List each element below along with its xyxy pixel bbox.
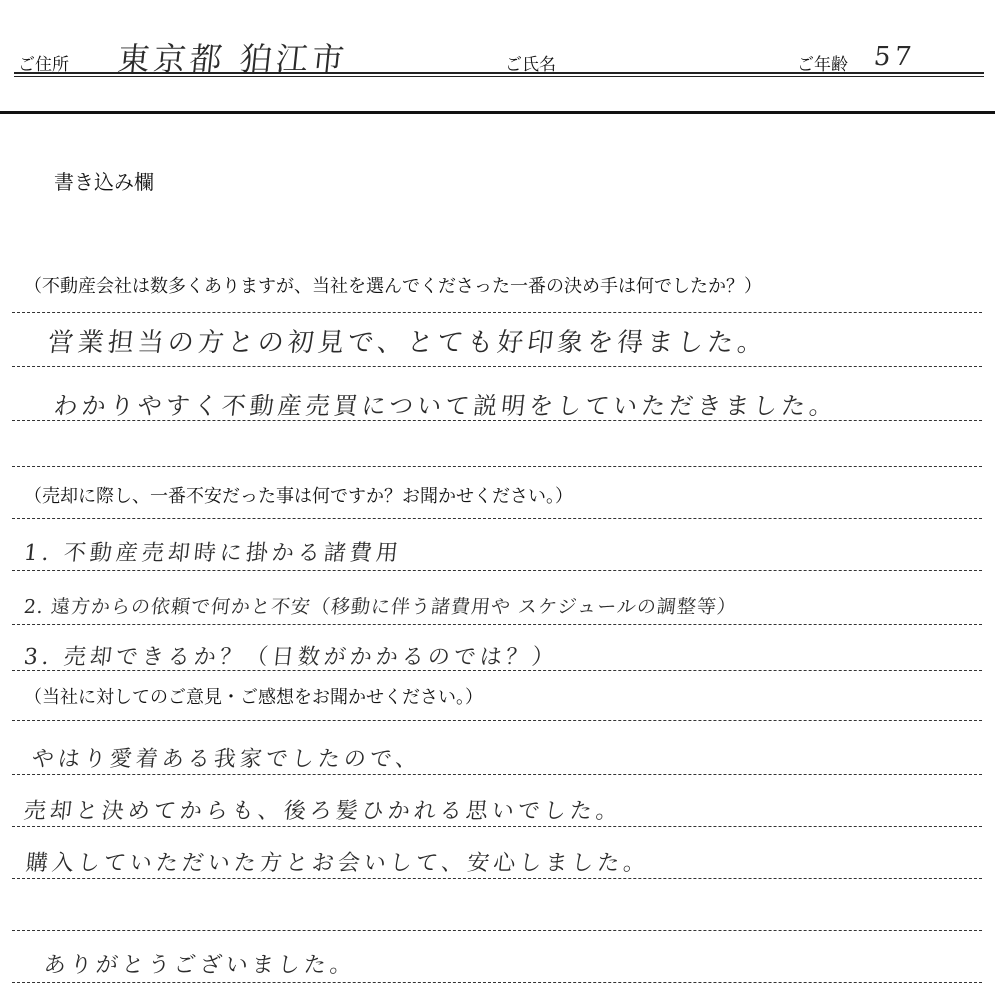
question-3: （当社に対してのご意見・ご感想をお聞かせください。） bbox=[24, 687, 483, 708]
rule bbox=[12, 570, 982, 571]
header-underline bbox=[14, 72, 984, 74]
header-divider bbox=[0, 111, 995, 114]
header-underline-second bbox=[14, 76, 984, 77]
answer-3-line-2: 売却と決めてからも、後ろ髪ひかれる思いでした。 bbox=[22, 799, 624, 824]
answer-2-line-2: 2. 遠方からの依頼で何かと不安（移動に伴う諸費用や スケジュールの調整等） bbox=[22, 596, 739, 618]
question-1: （不動産会社は数多くありますが、当社を選んでくださった一番の決め手は何でしたか？） bbox=[24, 276, 762, 297]
question-2: （売却に際し、一番不安だった事は何ですか？お聞かせください。） bbox=[24, 486, 573, 507]
rule bbox=[12, 774, 982, 775]
age-label: ご年齢 bbox=[797, 55, 848, 75]
rule bbox=[12, 826, 982, 827]
section-title: 書き込み欄 bbox=[54, 170, 154, 194]
rule bbox=[12, 312, 982, 313]
rule bbox=[12, 930, 982, 931]
answer-2-line-3: 3. 売却できるか？（日数がかかるのでは？） bbox=[22, 645, 560, 670]
rule bbox=[12, 366, 982, 367]
address-value: 東京都 狛江市 bbox=[115, 40, 350, 78]
answer-1-line-1: 営業担当の方との初見で、とても好印象を得ました。 bbox=[46, 328, 769, 358]
rule bbox=[12, 878, 982, 879]
rule bbox=[12, 518, 982, 519]
rule bbox=[12, 624, 982, 625]
name-label: ご氏名 bbox=[505, 55, 556, 75]
answer-3-line-3: 購入していただいた方とお会いして、安心しました。 bbox=[24, 851, 651, 876]
age-value: 57 bbox=[872, 42, 917, 72]
rule bbox=[12, 720, 982, 721]
rule bbox=[12, 670, 982, 671]
rule bbox=[12, 420, 982, 421]
answer-3-line-4: ありがとうございました。 bbox=[42, 953, 358, 978]
rule bbox=[12, 982, 982, 983]
address-label: ご住所 bbox=[18, 55, 69, 75]
rule bbox=[12, 466, 982, 467]
answer-2-line-1: 1. 不動産売却時に掛かる諸費用 bbox=[22, 541, 404, 566]
answer-1-line-2: わかりやすく不動産売買について説明をしていただきました。 bbox=[52, 392, 839, 420]
answer-3-line-1: やはり愛着ある我家でしたので、 bbox=[30, 747, 423, 772]
